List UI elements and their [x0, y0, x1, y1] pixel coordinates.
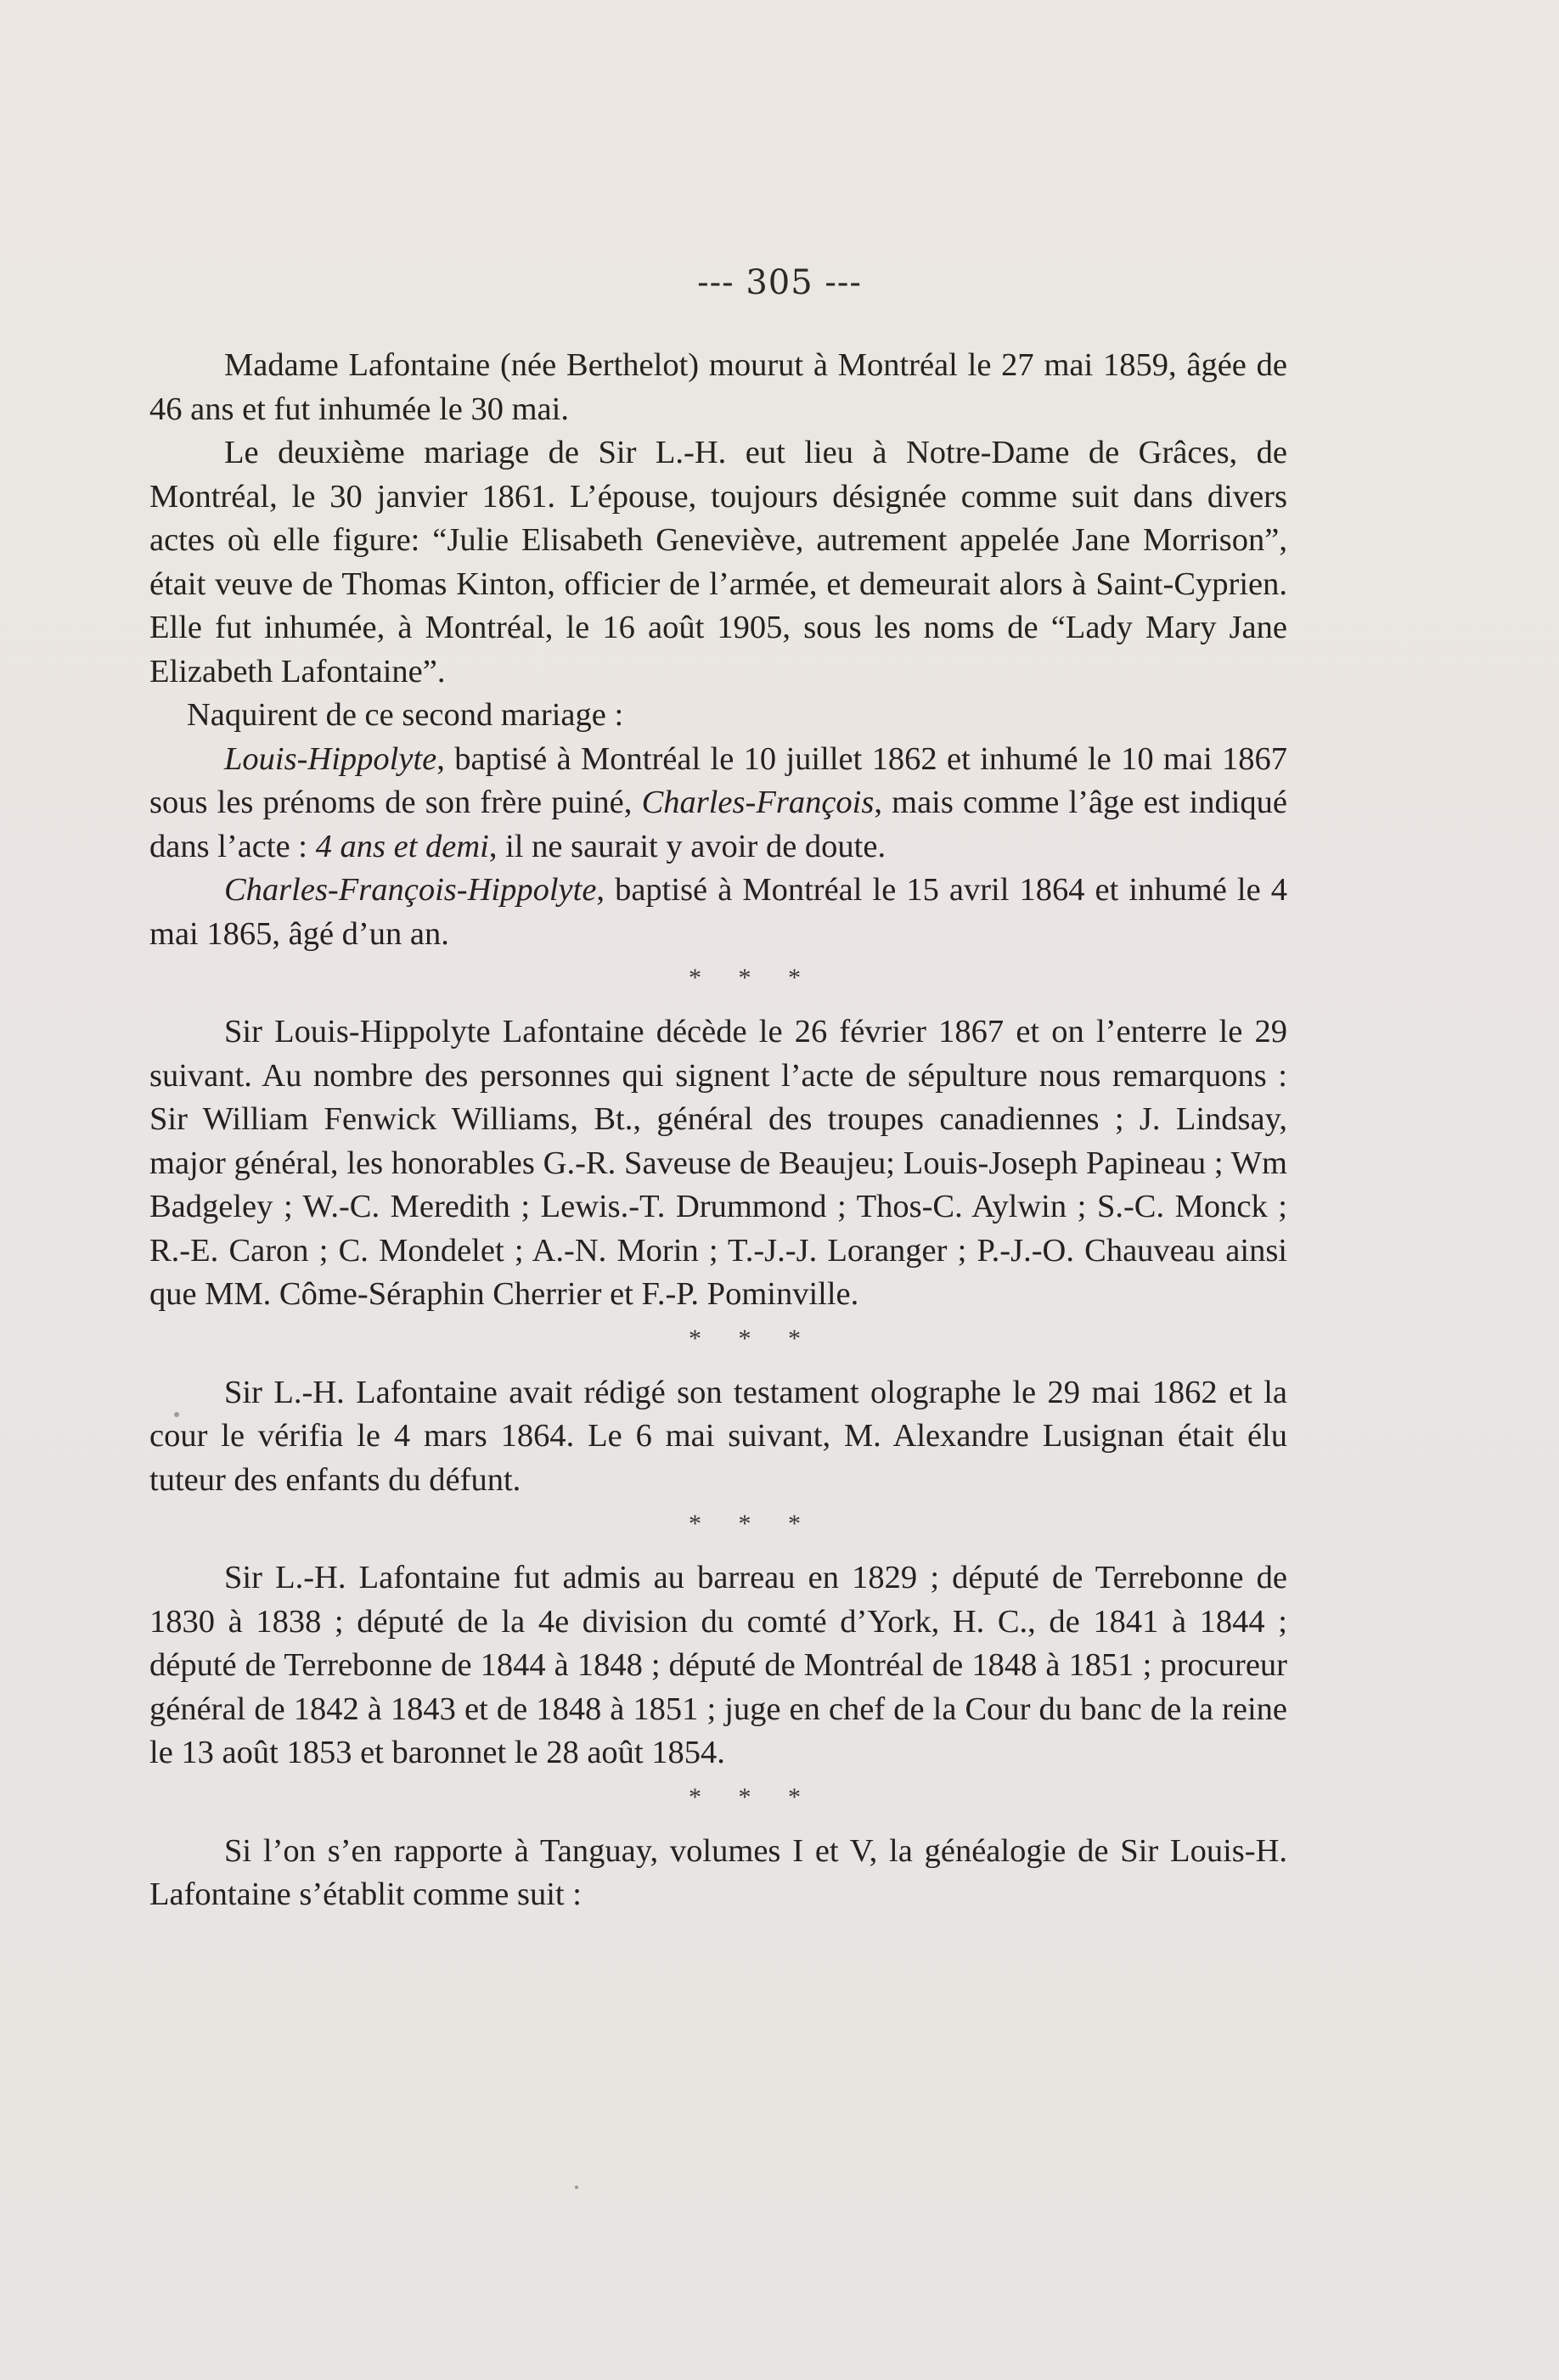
text-run: , baptisé à Montréal le 15 avril 1864 et inhumé le 4 mai 1865, âgé d’un an. [149, 872, 1287, 952]
italic-text: Charles-François [641, 785, 875, 820]
text-run: Si l’on s’en rapporte à Tanguay, volumes I et V, la généalogie de Sir Louis-H. Lafontaine s’établit comme suit : [149, 1832, 1287, 1912]
ink-speck [174, 1412, 179, 1417]
text-run: , baptisé à Montréal le 10 juillet 1862 et inhumé le 10 mai 1867 sous les prénoms de son frère puiné, [149, 740, 1287, 820]
italic-text: Louis-Hippolyte [224, 740, 437, 777]
paragraph [149, 869, 1287, 956]
section-separator: * * * [689, 1324, 816, 1353]
paragraph [149, 1010, 1287, 1317]
ink-speck [575, 2186, 578, 2189]
paragraph [149, 694, 1287, 738]
paragraph [149, 1830, 1287, 1917]
paragraph [149, 1371, 1287, 1503]
text-run: Madame Lafontaine (née Berthelot) mourut à Montréal le 27 mai 1859, âgée de 46 ans et fut inhumée le 30 mai. [149, 347, 1287, 427]
section-separator: * * * [689, 1782, 816, 1811]
text-run: Le deuxième mariage de Sir L.-H. eut lieu à Notre-Dame de Grâces, de Montréal, le 30 janvier 1861. L’épouse, toujours désignée comme suit dans divers actes où elle figure: “Julie Elisabeth Geneviève, autrement appelée Jane Morrison”, était veuve de Thomas Kinton, officier de l’armée, et demeurait alors à Saint-Cyprien. Elle fut inhumée, à Montréal, le 16 août 1905, sous les noms de “Lady Mary Jane Elizabeth Lafontaine”. [149, 435, 1287, 689]
text-run: Sir L.-H. Lafontaine fut admis au barreau en 1829 ; député de Terrebonne de 1830 à 1838 ; député de la 4e division du comté d’York, H. C., de 1841 à 1844 ; député de Terrebonne de 1844 à 1848 ; député de Montréal de 1848 à 1851 ; procureur général de 1842 à 1843 et de 1848 à 1851 ; juge en chef de la Cour du banc de la reine le 13 août 1853 et baronnet le 28 août 1854. [149, 1560, 1287, 1770]
text-run: Sir Louis-Hippolyte Lafontaine décède le 26 février 1867 et on l’enterre le 29 suivant. Au nombre des personnes qui signent l’acte de sépulture nous remarquons : Sir William Fenwick Williams, Bt., général des troupes canadiennes ; J. Lindsay, major général, les honorables G.-R. Saveuse de Beaujeu; Louis-Joseph Papineau ; Wm Badgeley ; W.-C. Meredith ; Lewis.-T. Drummond ; Thos-C. Aylwin ; S.-C. Monck ; R.-E. Caron ; C. Mondelet ; A.-N. Morin ; T.-J.-J. Loranger ; P.-J.-O. Chauveau ainsi que MM. Côme-Séraphin Cherrier et F.-P. Pominville. [149, 1014, 1287, 1312]
body-text [149, 344, 1287, 1917]
italic-text: 4 ans et demi [315, 828, 489, 864]
page-number: --- 305 --- [697, 263, 862, 302]
italic-text: Charles-François-Hippolyte [224, 872, 597, 908]
paragraph [149, 431, 1287, 694]
text-run: Naquirent de ce second mariage : [187, 697, 624, 733]
section-separator: * * * [689, 964, 816, 992]
section-separator: * * * [689, 1510, 816, 1538]
paragraph [149, 1556, 1287, 1775]
text-run: , mais comme l’âge est indiqué dans l’acte : [149, 785, 1287, 864]
text-run: Sir L.-H. Lafontaine avait rédigé son testament olographe le 29 mai 1862 et la cour le vérifia le 4 mars 1864. Le 6 mai suivant, M. Alexandre Lusignan était élu tuteur des enfants du défunt. [149, 1374, 1287, 1498]
text-run: , il ne saurait y avoir de doute. [488, 828, 886, 864]
paragraph [149, 738, 1287, 869]
paragraph [149, 344, 1287, 431]
